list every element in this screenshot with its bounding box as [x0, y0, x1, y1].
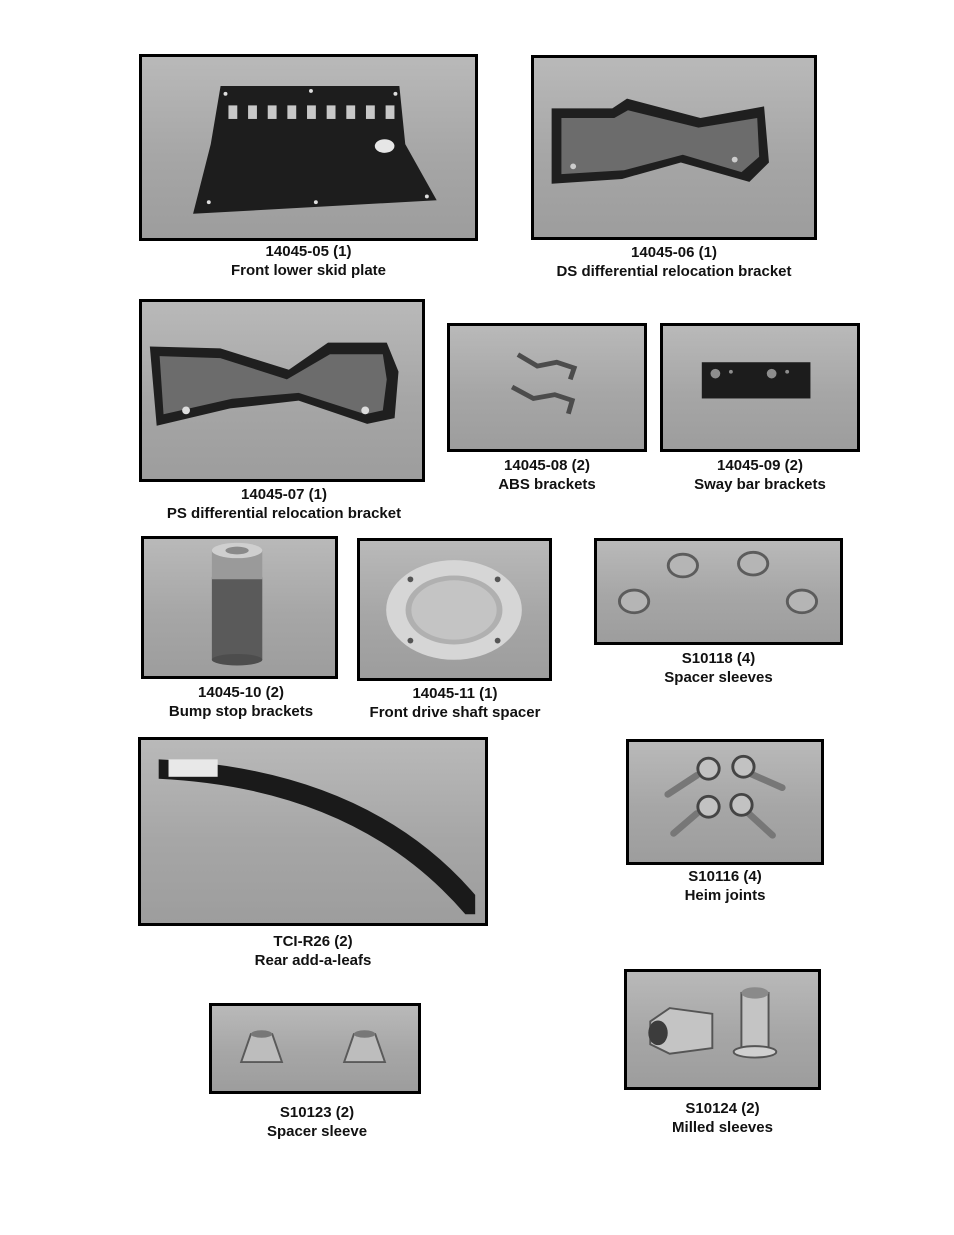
part-number: 14045-11 (1) — [412, 685, 498, 702]
photo-abs-brackets — [447, 323, 647, 452]
caption-ds-bracket — [531, 243, 817, 281]
part-description: Front drive shaft spacer — [369, 704, 541, 721]
photo-ds-bracket — [531, 55, 817, 240]
part-number: 14045-05 (1) — [265, 243, 352, 260]
part-description: DS differential relocation bracket — [556, 263, 792, 280]
photo-drive-shaft-spacer — [357, 538, 552, 681]
part-number: 14045-10 (2) — [198, 684, 284, 701]
photo-add-a-leafs — [138, 737, 488, 926]
caption-skid-plate — [139, 242, 478, 280]
photo-spacer-sleeves — [594, 538, 843, 645]
part-number: 14045-07 (1) — [241, 486, 327, 503]
part-description: Bump stop brackets — [168, 703, 314, 720]
photo-spacer-sleeve — [209, 1003, 421, 1094]
caption-bump-stop — [141, 683, 341, 721]
part-number: S10124 (2) — [685, 1100, 760, 1117]
part-description: Heim joints — [684, 887, 766, 904]
part-description: Sway bar brackets — [694, 476, 826, 493]
part-number: TCI-R26 (2) — [273, 933, 353, 950]
photo-ps-bracket — [139, 299, 425, 482]
caption-milled-sleeves — [624, 1099, 821, 1137]
caption-spacer-sleeve — [209, 1103, 425, 1141]
photo-sway-bar-brackets — [660, 323, 860, 452]
caption-drive-shaft-spacer — [355, 684, 555, 722]
part-description: Milled sleeves — [672, 1119, 773, 1136]
part-number: S10123 (2) — [279, 1104, 355, 1121]
caption-spacer-sleeves — [594, 649, 843, 687]
part-number: S10116 (4) — [688, 868, 762, 885]
part-description: ABS brackets — [498, 476, 596, 493]
part-number: 14045-09 (2) — [717, 457, 803, 474]
part-number: 14045-08 (2) — [504, 457, 590, 474]
photo-skid-plate — [139, 54, 478, 241]
part-description: PS differential relocation bracket — [166, 505, 402, 522]
caption-abs-brackets — [447, 456, 647, 494]
part-description: Spacer sleeve — [266, 1123, 368, 1140]
caption-sway-bar-brackets — [660, 456, 860, 494]
part-description: Rear add-a-leafs — [254, 952, 372, 969]
photo-milled-sleeves — [624, 969, 821, 1090]
caption-add-a-leafs — [138, 932, 488, 970]
part-description: Spacer sleeves — [664, 669, 773, 686]
caption-ps-bracket — [139, 485, 429, 523]
photo-bump-stop — [141, 536, 338, 679]
caption-heim-joints — [626, 867, 824, 905]
part-description: Front lower skid plate — [230, 262, 387, 279]
part-number: 14045-06 (1) — [631, 244, 717, 261]
part-number: S10118 (4) — [681, 650, 756, 667]
photo-heim-joints — [626, 739, 824, 865]
